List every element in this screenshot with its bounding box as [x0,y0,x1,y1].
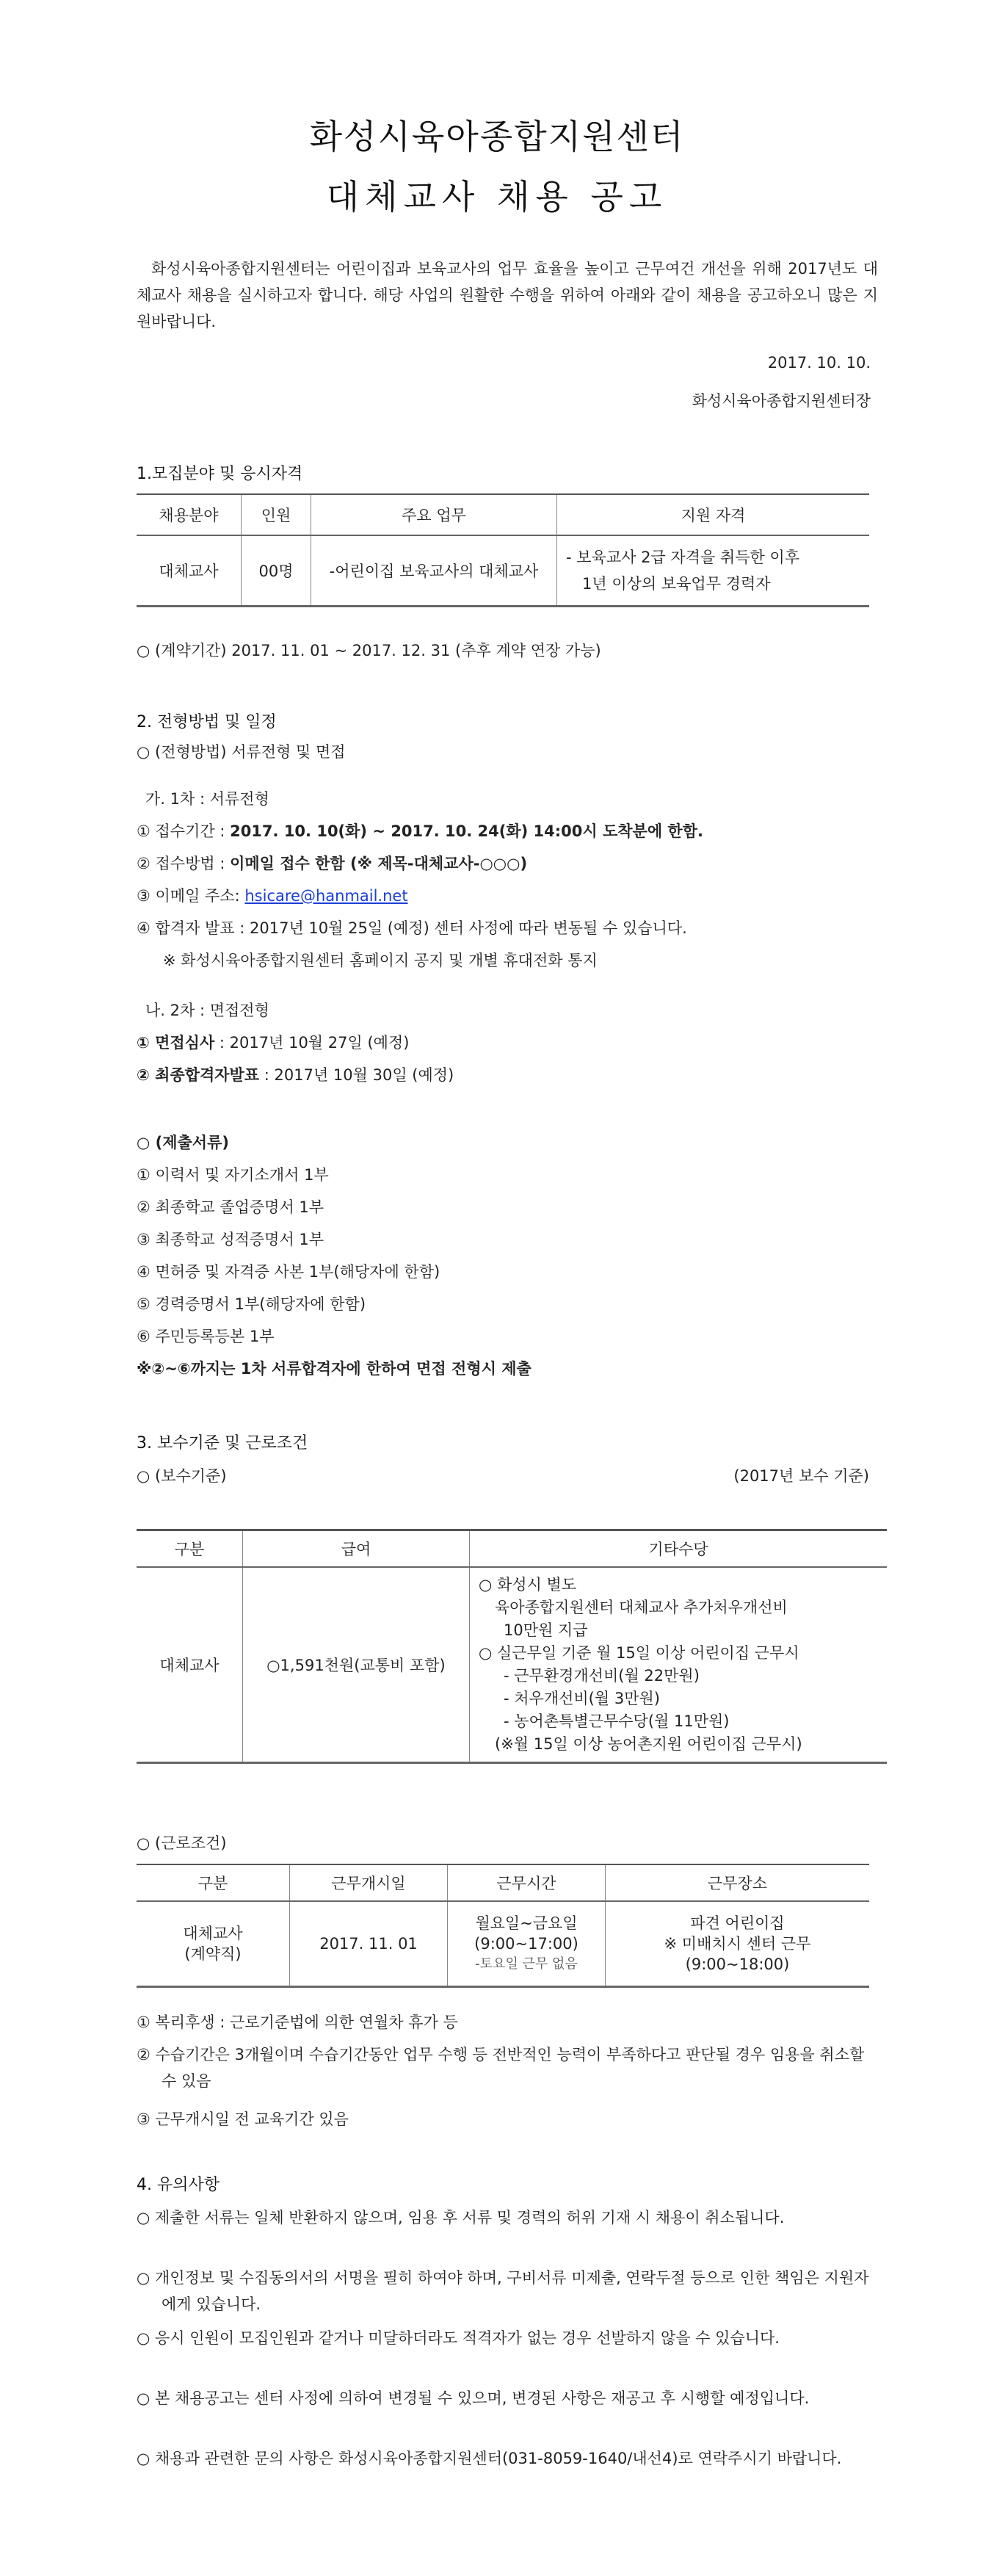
document-item: ⑥ 주민등록등본 1부 [137,1328,275,1345]
value: 2017. 10. 10(화) ~ 2017. 10. 24(화) 14:00시 도착분에 한함. [230,822,703,840]
value: : 2017년 10월 27일 (예정) [214,1034,410,1052]
page-subtitle: 대체교사 채용 공고 [326,177,668,217]
col-header-qual: 지원 자격 [557,494,870,535]
first-stage-note: ※ 화성시육아종합지원센터 홈페이지 공지 및 개별 휴대전화 통지 [163,952,598,969]
first-stage-item-1 [137,820,703,842]
notice-signer: 화성시육아종합지원센터장 [692,392,871,410]
caution-item: ○ 본 채용공고는 센터 사정에 의하여 변경될 수 있으며, 변경된 사항은 재공고 후 시행할 예정입니다. [137,2389,810,2407]
email-link[interactable]: hsicare@hanmail.net [244,887,408,905]
caution-item: ○ 응시 인원이 모집인원과 같거나 미달하더라도 적격자가 없는 경우 선발하지 않을 수 있습니다. [137,2329,780,2347]
col-header-duty: 주요 업무 [311,494,557,535]
work-title: ○ (근로조건) [137,1834,227,1852]
second-stage-item-2 [137,1063,454,1085]
type-line: 대체교사 [183,1925,243,1942]
document-item: ② 최종학교 졸업증명서 1부 [137,1198,324,1216]
caution-item: ○ 개인정보 및 수집동의서의 서명을 필히 하여야 하며, 구비서류 미제출, 연락두절 등으로 인한 책임은 지원자에게 있습니다. [137,2269,869,2313]
work-note: ① 복리후생 : 근로기준법에 의한 연월차 휴가 등 [137,2014,458,2031]
pay-title: ○ (보수기준) [137,1467,227,1485]
cell-extra [470,1567,888,1763]
first-stage-title: 가. 1차 : 서류전형 [145,790,269,808]
contract-period: ○ (계약기간) 2017. 11. 01 ~ 2017. 12. 31 (추후 계약 연장 가능) [137,642,601,659]
second-stage-title: 나. 2차 : 면접전형 [145,1002,269,1019]
pay-basis: (2017년 보수 기준) [733,1467,869,1485]
document-item: ④ 면허증 및 자격증 사본 1부(해당자에 한함) [137,1263,440,1281]
first-stage-item-4: ④ 합격자 발표 : 2017년 10월 25일 (예정) 센터 사정에 따라 변동될 수 있습니다. [137,919,687,937]
selection-method: ○ (전형방법) 서류전형 및 면접 [137,743,346,761]
type-line: (계약직) [184,1945,242,1963]
col-header-type: 구분 [137,1530,243,1568]
cell-place [606,1901,870,1987]
cell-type: 대체교사 [159,1657,220,1674]
place-line: (9:00~18:00) [685,1955,790,1973]
caution-item: ○ 채용과 관련한 문의 사항은 화성시육아종합지원센터(031-8059-1640/내선4)로 연락주시기 바랍니다. [137,2450,842,2467]
section-2-heading: 2. 전형방법 및 일정 [137,713,277,731]
cell-qual [557,535,870,607]
col-header-start: 근무개시일 [290,1864,448,1901]
documents-note: ※②~⑥까지는 1차 서류합격자에 한하여 면접 전형시 제출 [137,1360,532,1378]
extra-line: 10만원 지급 [504,1621,588,1639]
first-stage-item-3 [137,884,408,906]
label: ① 접수기간 : [137,822,231,840]
caution-item: ○ 제출한 서류는 일체 반환하지 않으며, 임용 후 서류 및 경력의 허위 기재 시 채용이 취소됩니다. [137,2209,785,2226]
label: ① 면접심사 [137,1034,215,1052]
first-stage-item-2 [137,852,527,874]
col-header-extra: 기타수당 [470,1530,888,1568]
cell-start: 2017. 11. 01 [290,1901,448,1987]
time-line: 월요일~금요일 [475,1914,578,1932]
extra-line: ○ 화성시 별도 [479,1576,577,1593]
section-3-heading: 3. 보수기준 및 근로조건 [137,1434,308,1452]
work-note: ② 수습기간은 3개월이며 수습기간동안 업무 수행 등 전반적인 능력이 부족하다고 판단될 경우 임용을 취소할 수 있음 [137,2046,865,2090]
document-item: ③ 최종학교 성적증명서 1부 [137,1231,324,1248]
extra-line: - 농어촌특별근무수당(월 11만원) [504,1712,730,1730]
extra-line: - 처우개선비(월 3만원) [504,1690,660,1707]
label: ③ 이메일 주소: [137,887,245,905]
col-header-field: 채용분야 [137,494,242,535]
extra-line: - 근무환경개선비(월 22만원) [504,1667,700,1685]
place-line: 파견 어린이집 [690,1914,785,1932]
notice-date: 2017. 10. 10. [767,354,871,372]
table-row [137,535,869,607]
col-header-place: 근무장소 [606,1864,870,1901]
pay-table [137,1529,887,1764]
document-item: ⑤ 경력증명서 1부(해당자에 한함) [137,1295,366,1313]
col-header-type: 구분 [137,1864,290,1901]
recruit-table [137,493,869,607]
documents-title: ○ (제출서류) [137,1134,229,1151]
time-line: -토요일 근무 없음 [475,1956,578,1972]
cell-type [137,1901,290,1987]
cell-salary: ○1,591천원(교통비 포함) [243,1567,470,1763]
section-4-heading: 4. 유의사항 [137,2176,220,2194]
extra-line: 육아종합지원센터 대체교사 추가처우개선비 [495,1599,788,1616]
col-header-salary: 급여 [243,1530,470,1568]
value: : 2017년 10월 30일 (예정) [259,1066,454,1084]
work-table [137,1864,869,1988]
col-header-time: 근무시간 [448,1864,606,1901]
cell-duty: -어린이집 보육교사의 대체교사 [311,535,557,607]
col-header-count: 인원 [242,494,311,535]
table-row [137,1567,887,1763]
cell-count: 00명 [242,535,311,607]
work-note: ③ 근무개시일 전 교육기간 있음 [137,2110,349,2128]
value: 이메일 접수 한함 (※ 제목-대체교사-○○○) [230,855,528,872]
cell-time [448,1901,606,1987]
place-line: ※ 미배치시 센터 근무 [664,1935,811,1953]
table-row [137,1901,869,1987]
extra-line: (※월 15일 이상 농어촌지원 어린이집 근무시) [495,1735,802,1753]
time-line: (9:00~17:00) [474,1935,578,1953]
page-title: 화성시육아종합지원센터 [309,117,685,156]
cell-field: 대체교사 [159,562,219,580]
document-item: ① 이력서 및 자기소개서 1부 [137,1166,329,1184]
label: ② 최종합격자발표 [137,1066,260,1084]
qual-line-2: 1년 이상의 보육업무 경력자 [582,575,771,593]
label: ② 접수방법 : [137,855,231,872]
extra-line: ○ 실근무일 기준 월 15일 이상 어린이집 근무시 [479,1644,799,1662]
intro-paragraph: 화성시육아종합지원센터는 어린이집과 보육교사의 업무 효율을 높이고 근무여건 개선을 위해 2017년도 대체교사 채용을 실시하고자 합니다. 해당 사업의 원활한 수행을 위하여 아래와 같이 채용을 공고하오니 많은 지원바랍니다. [137,260,878,330]
qual-line-1: - 보육교사 2급 자격을 취득한 이후 [566,549,800,566]
second-stage-item-1 [137,1031,409,1053]
section-1-heading: 1.모집분야 및 응시자격 [137,465,303,483]
